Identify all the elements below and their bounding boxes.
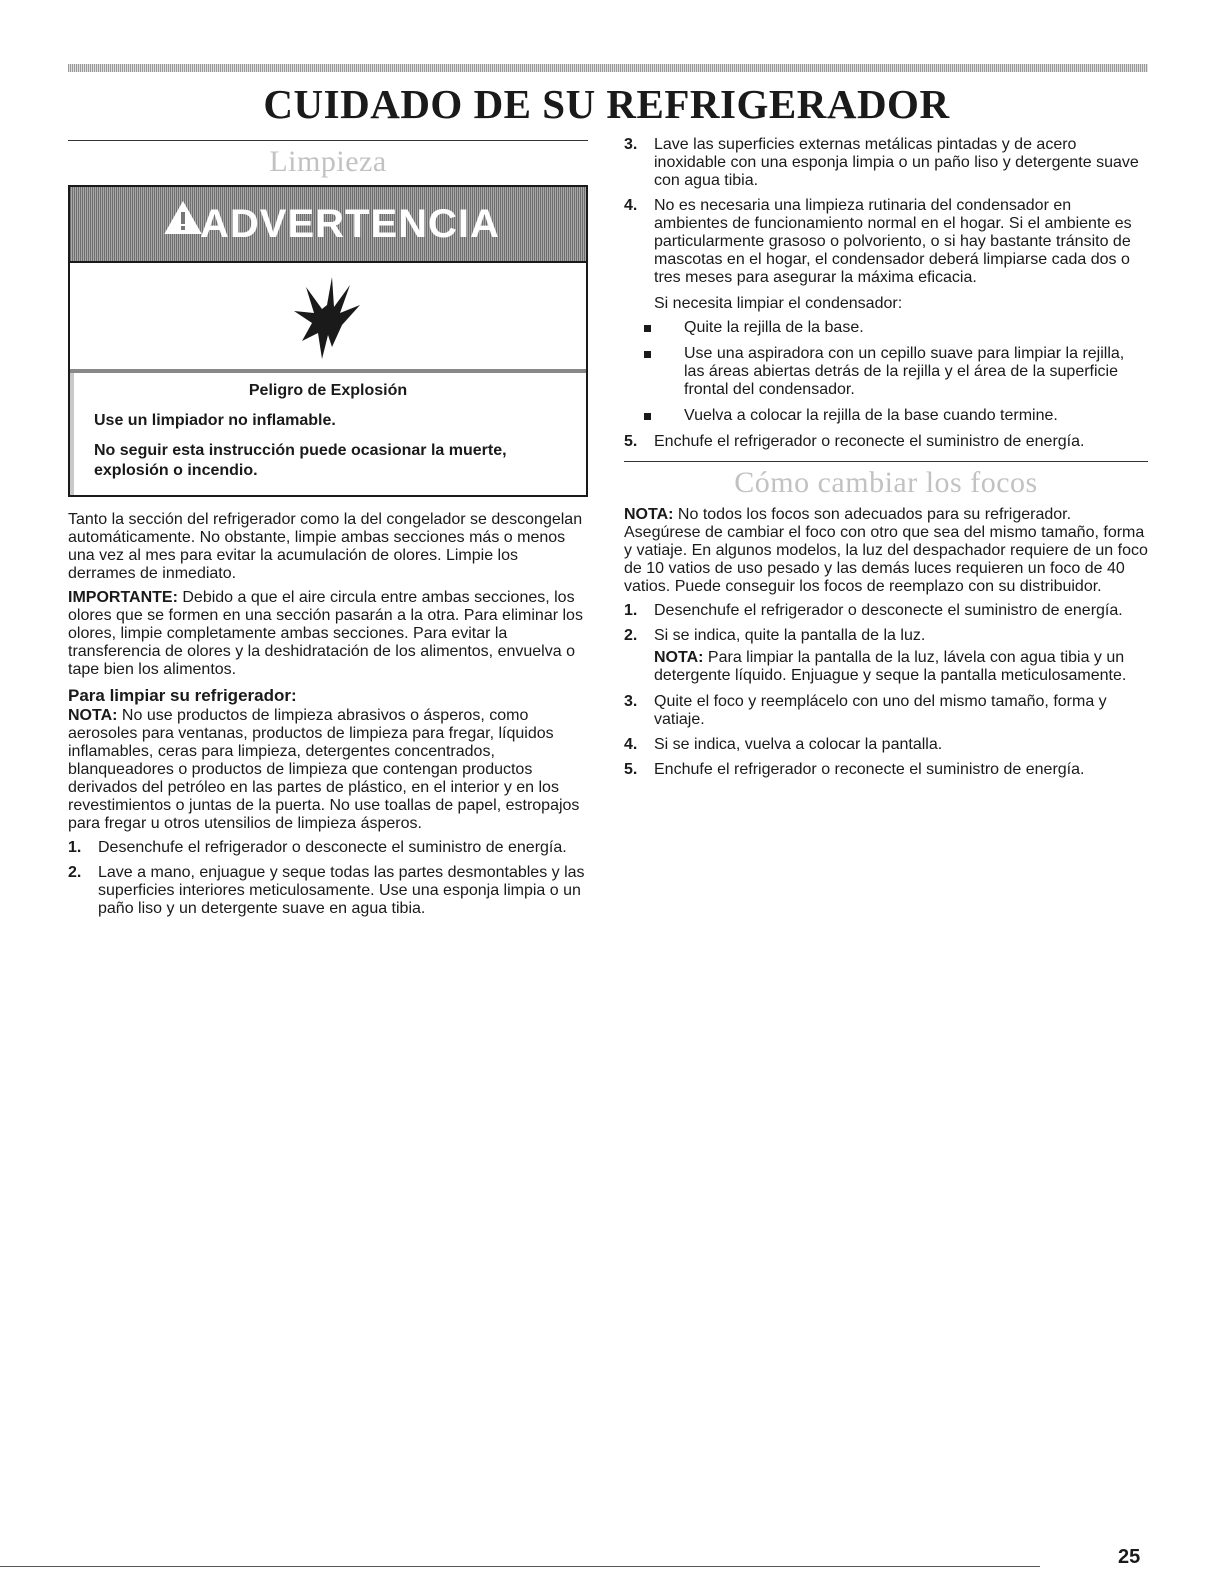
warning-banner bbox=[70, 187, 586, 261]
page-title: CUIDADO DE SU REFRIGERADOR bbox=[263, 81, 950, 127]
important-text: Debido a que el aire circula entre ambas secciones, los olores que se formen en una sección pasarán a la otra. Para eliminar los olores, limpie completamente ambas secciones. Para evitar la transferencia de olores y la deshidratación de los alimentos, envuelva o tape bien los alimentos. bbox=[68, 589, 583, 678]
important-paragraph bbox=[68, 589, 588, 679]
cleaning-step-5 bbox=[624, 433, 1148, 451]
nota-text: No use productos de limpieza abrasivos o ásperos, como aerosoles para ventanas, productos de limpieza para fregar, líquidos inflamables, ceras para limpieza, detergentes concentrados, blanqueadores o productos de limpieza que contengan productos derivados del petróleo en las partes de plástico, en el interior y en los revestimientos o juntas de la puerta. No use toallas de papel, estropajos para fregar u otros utensilios de limpieza ásperos. bbox=[68, 707, 580, 832]
subheading-clean: Para limpiar su refrigerador: bbox=[68, 686, 297, 705]
list-item: 1. Desenchufe el refrigerador o desconecte el suministro de energía. bbox=[68, 839, 567, 856]
condenser-bullets bbox=[624, 319, 1148, 425]
list-item: 4. No es necesaria una limpieza rutinaria del condensador en ambientes de funcionamiento normal en el hogar. Si el ambiente es particularmente grasoso o polvoriento, o si hay bastante tránsito de mascotas en el hogar, el condensador deberá limpiarse cada dos o tres meses para asegurar la máxima eficacia. bbox=[624, 197, 1132, 286]
bulb-steps bbox=[624, 602, 1148, 645]
nota-text: No todos los focos son adecuados para su refrigerador. Asegúrese de cambiar el foco con otro que sea del mismo tamaño, forma y vatiaje. En algunos modelos, la luz del despachador requiere de un foco de 10 vatios de uso pesado y las demás luces requieren un foco de 40 vatios. Puede conseguir los focos de reemplazo con su distribuidor. bbox=[624, 506, 1148, 595]
intro-paragraph: Tanto la sección del refrigerador como la del congelador se descongelan automáticamente. No obstante, limpie ambas secciones más o menos una vez al mes para evitar la acumulación de olores. Limpie los derrames de inmediato. bbox=[68, 511, 583, 582]
section-title-focos: Cómo cambiar los focos bbox=[734, 466, 1038, 499]
cleaning-steps bbox=[68, 839, 588, 918]
nota-text: Para limpiar la pantalla de la luz, lávela con agua tibia y un detergente líquido. Enjuague y seque la pantalla meticulosamente. bbox=[654, 649, 1127, 684]
list-item: 3. Quite el foco y reemplácelo con uno del mismo tamaño, forma y vatiaje. bbox=[624, 693, 1107, 728]
section-title-limpieza: Limpieza bbox=[269, 145, 387, 178]
warning-icon-area bbox=[70, 261, 586, 369]
page-number: 25 bbox=[1118, 1546, 1141, 1568]
explosion-icon bbox=[292, 275, 362, 361]
list-item: 2. Si se indica, quite la pantalla de la luz. bbox=[624, 627, 926, 644]
warning-text bbox=[70, 369, 586, 495]
bottom-rule bbox=[0, 1566, 1040, 1567]
nota-label: NOTA: bbox=[624, 506, 674, 523]
hazard-title: Peligro de Explosión bbox=[248, 382, 408, 399]
list-item: 2. Lave a mano, enjuague y seque todas las partes desmontables y las superficies interiores meticulosamente. Use una esponja limpia o un paño liso y un detergente suave en agua tibia. bbox=[68, 864, 585, 917]
section-rule bbox=[68, 140, 588, 141]
condenser-intro: Si necesita limpiar el condensador: bbox=[654, 295, 903, 312]
bulb-steps-continued bbox=[624, 693, 1148, 779]
warning-box bbox=[68, 185, 588, 497]
warning-banner-text: ADVERTENCIA bbox=[200, 202, 500, 246]
list-item: 3. Lave las superficies externas metálicas pintadas y de acero inoxidable con una esponja limpia o un paño liso y detergente suave con agua tibia. bbox=[624, 136, 1139, 189]
step2-nota bbox=[654, 649, 1148, 685]
nota-paragraph bbox=[68, 707, 588, 833]
warning-triangle-icon bbox=[164, 201, 202, 235]
list-item: 1. Desenchufe el refrigerador o desconecte el suministro de energía. bbox=[624, 602, 1123, 619]
nota-label: NOTA: bbox=[68, 707, 118, 724]
list-item: 5. Enchufe el refrigerador o reconecte el suministro de energía. bbox=[624, 761, 1085, 778]
warning-line-1: Use un limpiador no inflamable. bbox=[94, 412, 336, 429]
list-item: Vuelva a colocar la rejilla de la base cuando termine. bbox=[624, 407, 1148, 425]
section-rule bbox=[624, 461, 1148, 462]
cleaning-steps-continued bbox=[624, 136, 1148, 287]
focos-nota bbox=[624, 506, 1148, 596]
left-column bbox=[68, 140, 588, 925]
right-column bbox=[624, 136, 1148, 786]
list-item: 4. Si se indica, vuelva a colocar la pantalla. bbox=[624, 736, 943, 753]
important-label: IMPORTANTE: bbox=[68, 589, 178, 606]
nota-label: NOTA: bbox=[654, 649, 704, 666]
warning-line-2: No seguir esta instrucción puede ocasionar la muerte, explosión o incendio. bbox=[94, 442, 507, 479]
list-item: Quite la rejilla de la base. bbox=[624, 319, 1148, 337]
list-item: 5. Enchufe el refrigerador o reconecte el suministro de energía. bbox=[624, 433, 1085, 450]
list-item: Use una aspiradora con un cepillo suave para limpiar la rejilla, las áreas abiertas detrás de la rejilla y el área de la superficie frontal del condensador. bbox=[624, 345, 1148, 399]
header-bar bbox=[68, 64, 1148, 72]
